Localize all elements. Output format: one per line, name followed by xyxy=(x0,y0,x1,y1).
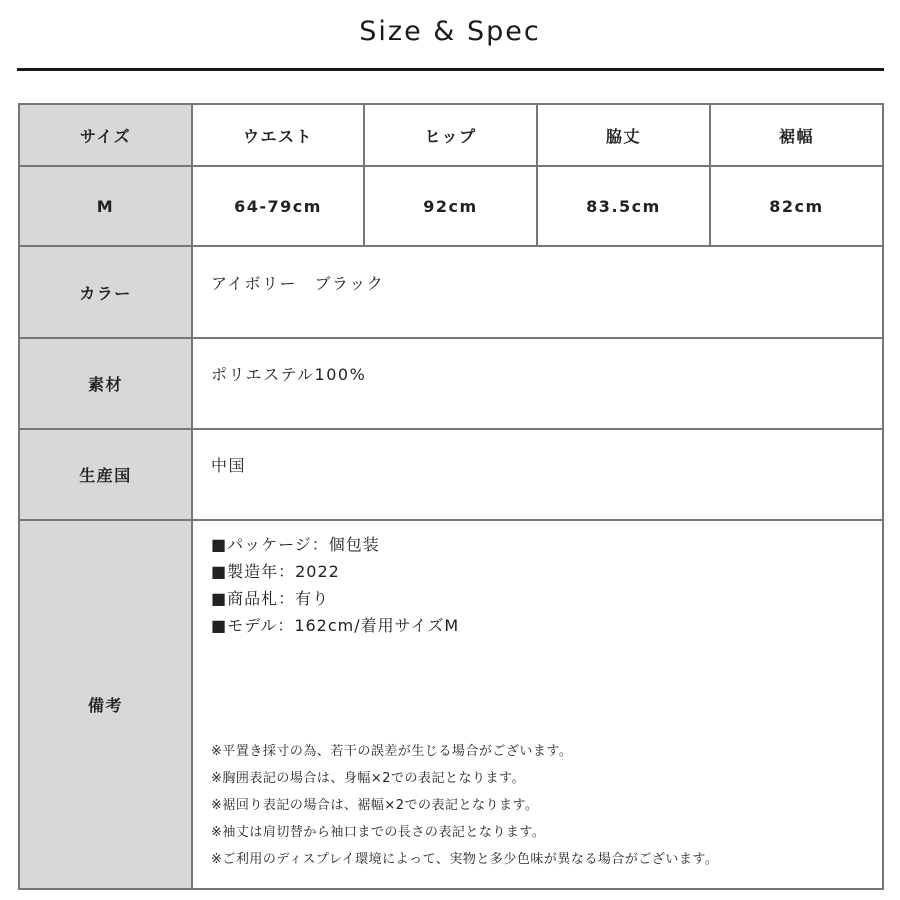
hem-width-header-cell: 裾幅 xyxy=(710,104,883,166)
notes-bullet-package: ■パッケージ：個包装 xyxy=(211,535,380,554)
material-label: 素材 xyxy=(19,338,192,429)
waist-value-cell: 64-79cm xyxy=(192,166,364,246)
size-value-cell: M xyxy=(19,166,192,246)
spec-table xyxy=(18,103,884,890)
page-title: Size & Spec xyxy=(359,16,541,47)
material-value: ポリエステル100% xyxy=(211,365,367,384)
caveat-sleeve: ※袖丈は肩切替から袖口までの長さの表記となります。 xyxy=(211,825,546,840)
color-value-cell xyxy=(192,246,883,338)
size-header-row xyxy=(19,104,883,166)
caveat-chest: ※胸囲表記の場合は、身幅×2での表記となります。 xyxy=(211,771,526,786)
notes-content xyxy=(193,521,882,886)
notes-bullet-model: ■モデル：162cm/着用サイズM xyxy=(211,616,460,635)
color-label: カラー xyxy=(19,246,192,338)
material-row xyxy=(19,338,883,429)
color-value: アイボリー ブラック xyxy=(211,273,385,293)
color-row xyxy=(19,246,883,338)
origin-row xyxy=(19,429,883,520)
waist-header-cell: ウエスト xyxy=(192,104,364,166)
caveat-measurement: ※平置き採寸の為、若干の誤差が生じる場合がございます。 xyxy=(211,744,573,759)
notes-bullet-list xyxy=(211,531,459,639)
notes-bullet-tag: ■商品札：有り xyxy=(211,589,330,608)
hip-value-cell: 92cm xyxy=(364,166,537,246)
side-length-header-cell: 脇丈 xyxy=(537,104,710,166)
notes-bullet-year: ■製造年：2022 xyxy=(211,562,340,581)
hem-width-value-cell: 82cm xyxy=(710,166,883,246)
size-header-cell: サイズ xyxy=(19,104,192,166)
origin-value-cell xyxy=(192,429,883,520)
caveat-hem: ※裾回り表記の場合は、裾幅×2での表記となります。 xyxy=(211,798,539,813)
title-divider xyxy=(17,68,884,71)
origin-value: 中国 xyxy=(211,456,247,475)
notes-caveat-list xyxy=(211,738,718,873)
material-value-cell xyxy=(192,338,883,429)
hip-header-cell: ヒップ xyxy=(364,104,537,166)
notes-row xyxy=(19,520,883,889)
caveat-display-color: ※ご利用のディスプレイ環境によって、実物と多少色味が異なる場合がございます。 xyxy=(211,852,719,867)
notes-value-cell xyxy=(192,520,883,889)
origin-label: 生産国 xyxy=(19,429,192,520)
notes-label: 備考 xyxy=(19,520,192,889)
size-value-row xyxy=(19,166,883,246)
side-length-value-cell: 83.5cm xyxy=(537,166,710,246)
